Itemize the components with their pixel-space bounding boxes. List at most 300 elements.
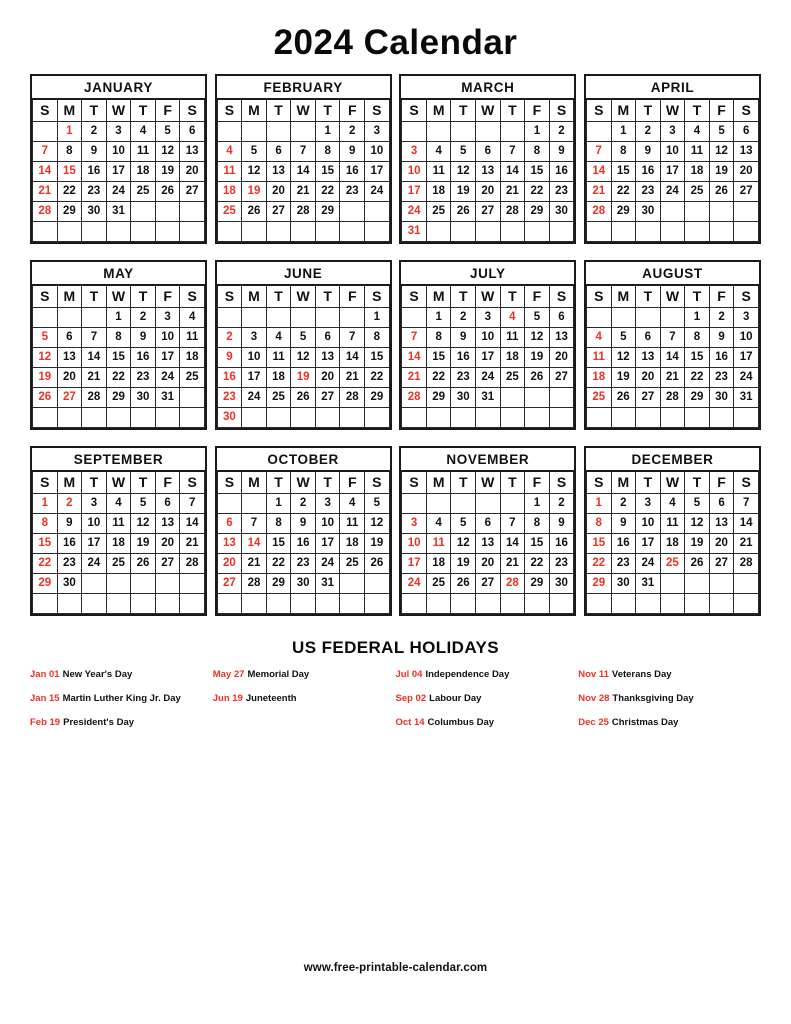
- day-cell[interactable]: 11: [131, 142, 156, 162]
- day-cell[interactable]: 6: [217, 514, 242, 534]
- day-cell[interactable]: 12: [709, 142, 734, 162]
- day-cell[interactable]: 9: [82, 142, 107, 162]
- day-cell[interactable]: 27: [734, 182, 759, 202]
- day-cell[interactable]: 25: [685, 182, 710, 202]
- day-cell[interactable]: 15: [525, 534, 550, 554]
- day-cell[interactable]: 30: [217, 408, 242, 428]
- day-cell[interactable]: 6: [709, 494, 734, 514]
- day-cell[interactable]: 4: [106, 494, 131, 514]
- day-cell[interactable]: 11: [180, 328, 205, 348]
- day-cell[interactable]: 11: [217, 162, 242, 182]
- day-cell[interactable]: 27: [315, 388, 340, 408]
- day-cell[interactable]: 26: [525, 368, 550, 388]
- day-cell[interactable]: 18: [426, 554, 451, 574]
- day-cell[interactable]: 24: [365, 182, 390, 202]
- day-cell[interactable]: 21: [82, 368, 107, 388]
- day-cell[interactable]: 21: [660, 368, 685, 388]
- day-cell[interactable]: 3: [660, 122, 685, 142]
- day-cell[interactable]: 16: [451, 348, 476, 368]
- day-cell[interactable]: 27: [266, 202, 291, 222]
- day-cell[interactable]: 4: [266, 328, 291, 348]
- day-cell[interactable]: 19: [451, 182, 476, 202]
- day-cell[interactable]: 6: [155, 494, 180, 514]
- day-cell[interactable]: 1: [586, 494, 611, 514]
- day-cell[interactable]: 19: [242, 182, 267, 202]
- day-cell[interactable]: 18: [685, 162, 710, 182]
- day-cell[interactable]: 14: [734, 514, 759, 534]
- day-cell[interactable]: 5: [611, 328, 636, 348]
- day-cell[interactable]: 30: [82, 202, 107, 222]
- day-cell[interactable]: 8: [685, 328, 710, 348]
- day-cell[interactable]: 28: [340, 388, 365, 408]
- day-cell[interactable]: 23: [217, 388, 242, 408]
- day-cell[interactable]: 6: [476, 514, 501, 534]
- day-cell[interactable]: 24: [660, 182, 685, 202]
- day-cell[interactable]: 7: [660, 328, 685, 348]
- day-cell[interactable]: 3: [402, 142, 427, 162]
- day-cell[interactable]: 3: [82, 494, 107, 514]
- day-cell[interactable]: 24: [155, 368, 180, 388]
- day-cell[interactable]: 4: [426, 142, 451, 162]
- day-cell[interactable]: 17: [365, 162, 390, 182]
- day-cell[interactable]: 30: [131, 388, 156, 408]
- day-cell[interactable]: 7: [33, 142, 58, 162]
- day-cell[interactable]: 18: [180, 348, 205, 368]
- day-cell[interactable]: 16: [549, 534, 574, 554]
- day-cell[interactable]: 21: [340, 368, 365, 388]
- day-cell[interactable]: 9: [451, 328, 476, 348]
- day-cell[interactable]: 23: [611, 554, 636, 574]
- day-cell[interactable]: 12: [33, 348, 58, 368]
- day-cell[interactable]: 5: [365, 494, 390, 514]
- day-cell[interactable]: 2: [451, 308, 476, 328]
- day-cell[interactable]: 8: [315, 142, 340, 162]
- day-cell[interactable]: 26: [685, 554, 710, 574]
- day-cell[interactable]: 8: [525, 142, 550, 162]
- day-cell[interactable]: 6: [315, 328, 340, 348]
- day-cell[interactable]: 30: [549, 202, 574, 222]
- day-cell[interactable]: 17: [242, 368, 267, 388]
- day-cell[interactable]: 12: [685, 514, 710, 534]
- day-cell[interactable]: 26: [242, 202, 267, 222]
- day-cell[interactable]: 28: [402, 388, 427, 408]
- day-cell[interactable]: 27: [217, 574, 242, 594]
- day-cell[interactable]: 25: [340, 554, 365, 574]
- day-cell[interactable]: 21: [291, 182, 316, 202]
- day-cell[interactable]: 10: [106, 142, 131, 162]
- day-cell[interactable]: 4: [131, 122, 156, 142]
- day-cell[interactable]: 11: [660, 514, 685, 534]
- day-cell[interactable]: 4: [586, 328, 611, 348]
- day-cell[interactable]: 16: [57, 534, 82, 554]
- day-cell[interactable]: 13: [217, 534, 242, 554]
- day-cell[interactable]: 29: [365, 388, 390, 408]
- day-cell[interactable]: 21: [180, 534, 205, 554]
- day-cell[interactable]: 23: [82, 182, 107, 202]
- day-cell[interactable]: 7: [500, 142, 525, 162]
- day-cell[interactable]: 17: [476, 348, 501, 368]
- day-cell[interactable]: 2: [549, 122, 574, 142]
- day-cell[interactable]: 15: [426, 348, 451, 368]
- day-cell[interactable]: 29: [57, 202, 82, 222]
- day-cell[interactable]: 31: [476, 388, 501, 408]
- day-cell[interactable]: 15: [57, 162, 82, 182]
- day-cell[interactable]: 11: [426, 162, 451, 182]
- day-cell[interactable]: 10: [660, 142, 685, 162]
- day-cell[interactable]: 25: [180, 368, 205, 388]
- day-cell[interactable]: 7: [82, 328, 107, 348]
- day-cell[interactable]: 16: [340, 162, 365, 182]
- day-cell[interactable]: 21: [586, 182, 611, 202]
- day-cell[interactable]: 10: [402, 534, 427, 554]
- day-cell[interactable]: 24: [242, 388, 267, 408]
- day-cell[interactable]: 4: [217, 142, 242, 162]
- day-cell[interactable]: 12: [155, 142, 180, 162]
- day-cell[interactable]: 16: [291, 534, 316, 554]
- day-cell[interactable]: 20: [315, 368, 340, 388]
- day-cell[interactable]: 8: [365, 328, 390, 348]
- day-cell[interactable]: 22: [611, 182, 636, 202]
- day-cell[interactable]: 13: [636, 348, 661, 368]
- day-cell[interactable]: 28: [82, 388, 107, 408]
- day-cell[interactable]: 20: [217, 554, 242, 574]
- day-cell[interactable]: 22: [586, 554, 611, 574]
- day-cell[interactable]: 27: [180, 182, 205, 202]
- day-cell[interactable]: 22: [106, 368, 131, 388]
- day-cell[interactable]: 9: [549, 514, 574, 534]
- day-cell[interactable]: 20: [476, 182, 501, 202]
- day-cell[interactable]: 25: [217, 202, 242, 222]
- day-cell[interactable]: 1: [33, 494, 58, 514]
- day-cell[interactable]: 1: [611, 122, 636, 142]
- day-cell[interactable]: 5: [155, 122, 180, 142]
- day-cell[interactable]: 14: [500, 534, 525, 554]
- day-cell[interactable]: 12: [451, 162, 476, 182]
- day-cell[interactable]: 7: [291, 142, 316, 162]
- day-cell[interactable]: 5: [291, 328, 316, 348]
- day-cell[interactable]: 6: [476, 142, 501, 162]
- day-cell[interactable]: 5: [33, 328, 58, 348]
- day-cell[interactable]: 10: [402, 162, 427, 182]
- day-cell[interactable]: 14: [242, 534, 267, 554]
- day-cell[interactable]: 22: [426, 368, 451, 388]
- day-cell[interactable]: 19: [291, 368, 316, 388]
- day-cell[interactable]: 22: [266, 554, 291, 574]
- day-cell[interactable]: 14: [291, 162, 316, 182]
- day-cell[interactable]: 9: [131, 328, 156, 348]
- day-cell[interactable]: 9: [57, 514, 82, 534]
- day-cell[interactable]: 18: [340, 534, 365, 554]
- day-cell[interactable]: 15: [685, 348, 710, 368]
- day-cell[interactable]: 14: [340, 348, 365, 368]
- day-cell[interactable]: 29: [33, 574, 58, 594]
- day-cell[interactable]: 19: [451, 554, 476, 574]
- day-cell[interactable]: 20: [636, 368, 661, 388]
- day-cell[interactable]: 12: [451, 534, 476, 554]
- day-cell[interactable]: 17: [402, 182, 427, 202]
- day-cell[interactable]: 8: [611, 142, 636, 162]
- day-cell[interactable]: 23: [549, 182, 574, 202]
- day-cell[interactable]: 30: [549, 574, 574, 594]
- day-cell[interactable]: 17: [82, 534, 107, 554]
- day-cell[interactable]: 26: [291, 388, 316, 408]
- day-cell[interactable]: 21: [500, 554, 525, 574]
- day-cell[interactable]: 21: [33, 182, 58, 202]
- day-cell[interactable]: 12: [525, 328, 550, 348]
- day-cell[interactable]: 8: [106, 328, 131, 348]
- day-cell[interactable]: 18: [217, 182, 242, 202]
- day-cell[interactable]: 16: [709, 348, 734, 368]
- day-cell[interactable]: 26: [131, 554, 156, 574]
- day-cell[interactable]: 28: [500, 574, 525, 594]
- day-cell[interactable]: 25: [586, 388, 611, 408]
- day-cell[interactable]: 26: [611, 388, 636, 408]
- day-cell[interactable]: 22: [525, 182, 550, 202]
- day-cell[interactable]: 29: [525, 202, 550, 222]
- day-cell[interactable]: 15: [525, 162, 550, 182]
- day-cell[interactable]: 4: [180, 308, 205, 328]
- day-cell[interactable]: 24: [82, 554, 107, 574]
- day-cell[interactable]: 24: [315, 554, 340, 574]
- day-cell[interactable]: 22: [57, 182, 82, 202]
- day-cell[interactable]: 6: [266, 142, 291, 162]
- day-cell[interactable]: 21: [242, 554, 267, 574]
- day-cell[interactable]: 22: [33, 554, 58, 574]
- day-cell[interactable]: 6: [57, 328, 82, 348]
- day-cell[interactable]: 7: [402, 328, 427, 348]
- day-cell[interactable]: 27: [476, 574, 501, 594]
- day-cell[interactable]: 29: [586, 574, 611, 594]
- day-cell[interactable]: 17: [315, 534, 340, 554]
- day-cell[interactable]: 24: [402, 202, 427, 222]
- day-cell[interactable]: 23: [131, 368, 156, 388]
- day-cell[interactable]: 26: [155, 182, 180, 202]
- day-cell[interactable]: 6: [636, 328, 661, 348]
- day-cell[interactable]: 12: [131, 514, 156, 534]
- day-cell[interactable]: 3: [106, 122, 131, 142]
- day-cell[interactable]: 28: [33, 202, 58, 222]
- day-cell[interactable]: 4: [426, 514, 451, 534]
- day-cell[interactable]: 18: [106, 534, 131, 554]
- day-cell[interactable]: 4: [500, 308, 525, 328]
- day-cell[interactable]: 10: [365, 142, 390, 162]
- day-cell[interactable]: 5: [131, 494, 156, 514]
- day-cell[interactable]: 28: [500, 202, 525, 222]
- day-cell[interactable]: 19: [155, 162, 180, 182]
- day-cell[interactable]: 28: [586, 202, 611, 222]
- day-cell[interactable]: 20: [476, 554, 501, 574]
- day-cell[interactable]: 1: [315, 122, 340, 142]
- day-cell[interactable]: 7: [180, 494, 205, 514]
- day-cell[interactable]: 6: [549, 308, 574, 328]
- day-cell[interactable]: 27: [709, 554, 734, 574]
- day-cell[interactable]: 15: [586, 534, 611, 554]
- day-cell[interactable]: 7: [340, 328, 365, 348]
- day-cell[interactable]: 15: [315, 162, 340, 182]
- day-cell[interactable]: 25: [426, 574, 451, 594]
- day-cell[interactable]: 13: [709, 514, 734, 534]
- day-cell[interactable]: 13: [57, 348, 82, 368]
- day-cell[interactable]: 17: [660, 162, 685, 182]
- day-cell[interactable]: 5: [525, 308, 550, 328]
- day-cell[interactable]: 8: [426, 328, 451, 348]
- day-cell[interactable]: 28: [660, 388, 685, 408]
- day-cell[interactable]: 10: [476, 328, 501, 348]
- day-cell[interactable]: 6: [180, 122, 205, 142]
- day-cell[interactable]: 1: [57, 122, 82, 142]
- day-cell[interactable]: 23: [340, 182, 365, 202]
- day-cell[interactable]: 22: [685, 368, 710, 388]
- day-cell[interactable]: 10: [636, 514, 661, 534]
- day-cell[interactable]: 23: [291, 554, 316, 574]
- day-cell[interactable]: 24: [106, 182, 131, 202]
- day-cell[interactable]: 31: [315, 574, 340, 594]
- day-cell[interactable]: 26: [365, 554, 390, 574]
- day-cell[interactable]: 23: [636, 182, 661, 202]
- day-cell[interactable]: 29: [106, 388, 131, 408]
- day-cell[interactable]: 20: [266, 182, 291, 202]
- day-cell[interactable]: 23: [709, 368, 734, 388]
- day-cell[interactable]: 30: [611, 574, 636, 594]
- day-cell[interactable]: 13: [180, 142, 205, 162]
- day-cell[interactable]: 10: [82, 514, 107, 534]
- day-cell[interactable]: 1: [685, 308, 710, 328]
- day-cell[interactable]: 12: [611, 348, 636, 368]
- day-cell[interactable]: 10: [734, 328, 759, 348]
- day-cell[interactable]: 6: [734, 122, 759, 142]
- day-cell[interactable]: 28: [180, 554, 205, 574]
- day-cell[interactable]: 16: [82, 162, 107, 182]
- day-cell[interactable]: 4: [340, 494, 365, 514]
- day-cell[interactable]: 2: [611, 494, 636, 514]
- day-cell[interactable]: 18: [131, 162, 156, 182]
- day-cell[interactable]: 5: [709, 122, 734, 142]
- day-cell[interactable]: 26: [451, 202, 476, 222]
- day-cell[interactable]: 18: [426, 182, 451, 202]
- day-cell[interactable]: 23: [451, 368, 476, 388]
- day-cell[interactable]: 9: [709, 328, 734, 348]
- day-cell[interactable]: 13: [734, 142, 759, 162]
- day-cell[interactable]: 16: [131, 348, 156, 368]
- day-cell[interactable]: 10: [155, 328, 180, 348]
- day-cell[interactable]: 5: [242, 142, 267, 162]
- day-cell[interactable]: 29: [685, 388, 710, 408]
- day-cell[interactable]: 22: [525, 554, 550, 574]
- day-cell[interactable]: 26: [33, 388, 58, 408]
- day-cell[interactable]: 15: [266, 534, 291, 554]
- day-cell[interactable]: 1: [525, 494, 550, 514]
- day-cell[interactable]: 9: [611, 514, 636, 534]
- day-cell[interactable]: 11: [106, 514, 131, 534]
- day-cell[interactable]: 29: [426, 388, 451, 408]
- day-cell[interactable]: 20: [155, 534, 180, 554]
- day-cell[interactable]: 13: [266, 162, 291, 182]
- day-cell[interactable]: 16: [217, 368, 242, 388]
- day-cell[interactable]: 15: [33, 534, 58, 554]
- day-cell[interactable]: 25: [266, 388, 291, 408]
- day-cell[interactable]: 12: [291, 348, 316, 368]
- day-cell[interactable]: 2: [217, 328, 242, 348]
- day-cell[interactable]: 29: [525, 574, 550, 594]
- day-cell[interactable]: 2: [57, 494, 82, 514]
- day-cell[interactable]: 14: [82, 348, 107, 368]
- day-cell[interactable]: 7: [500, 514, 525, 534]
- day-cell[interactable]: 25: [106, 554, 131, 574]
- day-cell[interactable]: 13: [476, 162, 501, 182]
- day-cell[interactable]: 2: [709, 308, 734, 328]
- day-cell[interactable]: 28: [291, 202, 316, 222]
- day-cell[interactable]: 14: [33, 162, 58, 182]
- day-cell[interactable]: 8: [57, 142, 82, 162]
- day-cell[interactable]: 17: [734, 348, 759, 368]
- day-cell[interactable]: 1: [426, 308, 451, 328]
- day-cell[interactable]: 27: [636, 388, 661, 408]
- day-cell[interactable]: 31: [636, 574, 661, 594]
- day-cell[interactable]: 20: [180, 162, 205, 182]
- day-cell[interactable]: 10: [315, 514, 340, 534]
- day-cell[interactable]: 5: [685, 494, 710, 514]
- day-cell[interactable]: 26: [709, 182, 734, 202]
- day-cell[interactable]: 19: [709, 162, 734, 182]
- day-cell[interactable]: 24: [636, 554, 661, 574]
- day-cell[interactable]: 17: [106, 162, 131, 182]
- day-cell[interactable]: 2: [549, 494, 574, 514]
- day-cell[interactable]: 2: [636, 122, 661, 142]
- day-cell[interactable]: 21: [734, 534, 759, 554]
- day-cell[interactable]: 1: [266, 494, 291, 514]
- day-cell[interactable]: 30: [291, 574, 316, 594]
- day-cell[interactable]: 30: [57, 574, 82, 594]
- day-cell[interactable]: 25: [660, 554, 685, 574]
- day-cell[interactable]: 2: [291, 494, 316, 514]
- day-cell[interactable]: 1: [365, 308, 390, 328]
- day-cell[interactable]: 29: [611, 202, 636, 222]
- day-cell[interactable]: 13: [549, 328, 574, 348]
- day-cell[interactable]: 24: [402, 574, 427, 594]
- day-cell[interactable]: 30: [709, 388, 734, 408]
- day-cell[interactable]: 3: [402, 514, 427, 534]
- day-cell[interactable]: 14: [402, 348, 427, 368]
- day-cell[interactable]: 9: [549, 142, 574, 162]
- day-cell[interactable]: 11: [685, 142, 710, 162]
- day-cell[interactable]: 3: [734, 308, 759, 328]
- day-cell[interactable]: 11: [500, 328, 525, 348]
- day-cell[interactable]: 22: [365, 368, 390, 388]
- day-cell[interactable]: 27: [155, 554, 180, 574]
- day-cell[interactable]: 13: [315, 348, 340, 368]
- day-cell[interactable]: 27: [549, 368, 574, 388]
- day-cell[interactable]: 9: [291, 514, 316, 534]
- day-cell[interactable]: 21: [402, 368, 427, 388]
- day-cell[interactable]: 15: [611, 162, 636, 182]
- day-cell[interactable]: 23: [549, 554, 574, 574]
- day-cell[interactable]: 8: [266, 514, 291, 534]
- day-cell[interactable]: 10: [242, 348, 267, 368]
- day-cell[interactable]: 31: [106, 202, 131, 222]
- day-cell[interactable]: 3: [636, 494, 661, 514]
- day-cell[interactable]: 7: [242, 514, 267, 534]
- day-cell[interactable]: 31: [734, 388, 759, 408]
- day-cell[interactable]: 19: [525, 348, 550, 368]
- day-cell[interactable]: 8: [33, 514, 58, 534]
- day-cell[interactable]: 2: [340, 122, 365, 142]
- day-cell[interactable]: 9: [636, 142, 661, 162]
- day-cell[interactable]: 31: [155, 388, 180, 408]
- day-cell[interactable]: 18: [500, 348, 525, 368]
- day-cell[interactable]: 30: [451, 388, 476, 408]
- day-cell[interactable]: 17: [402, 554, 427, 574]
- day-cell[interactable]: 15: [365, 348, 390, 368]
